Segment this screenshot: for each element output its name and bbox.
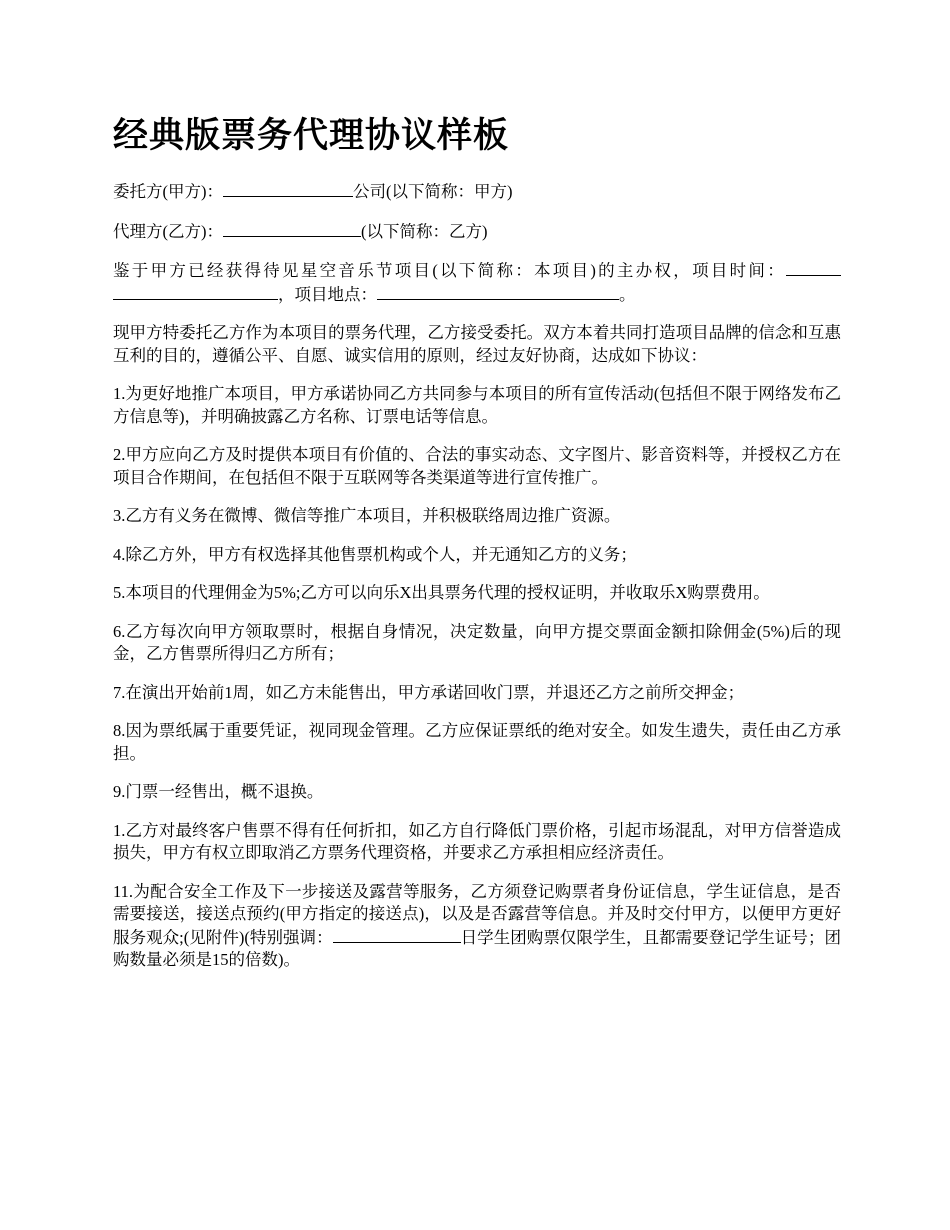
preamble-paragraph: 现甲方特委托乙方作为本项目的票务代理，乙方接受委托。双方本着共同打造项目品牌的信念和互惠互利的目的，遵循公平、自愿、诚实信用的原则，经过友好协商，达成如下协议：: [113, 323, 841, 365]
party-a-blank: [223, 180, 353, 197]
intro-text-3: 。: [619, 284, 636, 304]
clause-11-text-1: 11.为配合安全工作及下一步接送及露营等服务，乙方须登记购票者身份证信息，学生证信息，是否需要接送，接送点预约(甲方指定的接送点)，以及是否露营等信息。并及时交付甲方，以便甲方更好服务观众;(见附件)(特别强调：: [113, 881, 841, 947]
clause-3: 3.乙方有义务在微博、微信等推广本项目，并积极联络周边推广资源。: [113, 506, 621, 525]
project-location-blank: [377, 283, 619, 300]
party-a-line: [113, 180, 841, 204]
clause-5: 5.本项目的代理佣金为5%;乙方可以向乐X出具票务代理的授权证明，并收取乐X购票费用。: [113, 583, 770, 602]
party-a-suffix: 公司(以下简称：甲方): [353, 182, 513, 201]
intro-text-1: 鉴于甲方已经获得待见星空音乐节项目(以下简称：本项目)的主办权，项目时间：: [113, 261, 786, 280]
group-purchase-date-blank: [333, 926, 461, 943]
party-b-line: [113, 220, 841, 244]
clause-11: [113, 881, 841, 972]
clause-1: 1.为更好地推广本项目，甲方承诺协同乙方共同参与本项目的所有宣传活动(包括但不限于网络发布乙方信息等)，并明确披露乙方名称、订票电话等信息。: [113, 384, 841, 426]
project-time-blank-2: [113, 283, 278, 300]
project-time-blank-1: [786, 259, 841, 276]
party-a-label: 委托方(甲方)：: [113, 182, 223, 201]
clause-6: 6.乙方每次向甲方领取票时，根据自身情况，决定数量，向甲方提交票面金额扣除佣金(5%)后的现金，乙方售票所得归乙方所有；: [113, 621, 841, 663]
party-b-label: 代理方(乙方)：: [113, 221, 223, 241]
clause-7: 7.在演出开始前1周，如乙方未能售出，甲方承诺回收门票，并退还乙方之前所交押金；: [113, 682, 745, 702]
intro-paragraph: [113, 259, 841, 306]
clause-8: 8.因为票纸属于重要凭证，视同现金管理。乙方应保证票纸的绝对安全。如发生遗失，责任由乙方承担。: [113, 721, 841, 763]
clause-11-text-2: 日学生团购票仅限学生，且都需要登记学生证号；团购数量必须是15的倍数)。: [113, 927, 841, 969]
party-b-blank: [223, 220, 361, 237]
clause-2: 2.甲方应向乙方及时提供本项目有价值的、合法的事实动态、文字图片、影音资料等，并授权乙方在项目合作期间，在包括但不限于互联网等各类渠道等进行宣传推广。: [113, 445, 841, 487]
intro-text-2: ，项目地点：: [278, 284, 377, 304]
clause-10: 1.乙方对最终客户售票不得有任何折扣，如乙方自行降低门票价格，引起市场混乱，对甲方信誉造成损失，甲方有权立即取消乙方票务代理资格，并要求乙方承担相应经济责任。: [113, 820, 841, 862]
document-page: [113, 108, 841, 988]
party-b-suffix: (以下简称：乙方): [361, 221, 488, 241]
clause-9: 9.门票一经售出，概不退换。: [113, 782, 324, 801]
document-title: 经典版票务代理协议样板: [113, 116, 510, 156]
clause-4: 4.除乙方外，甲方有权选择其他售票机构或个人，并无通知乙方的义务；: [113, 544, 637, 564]
